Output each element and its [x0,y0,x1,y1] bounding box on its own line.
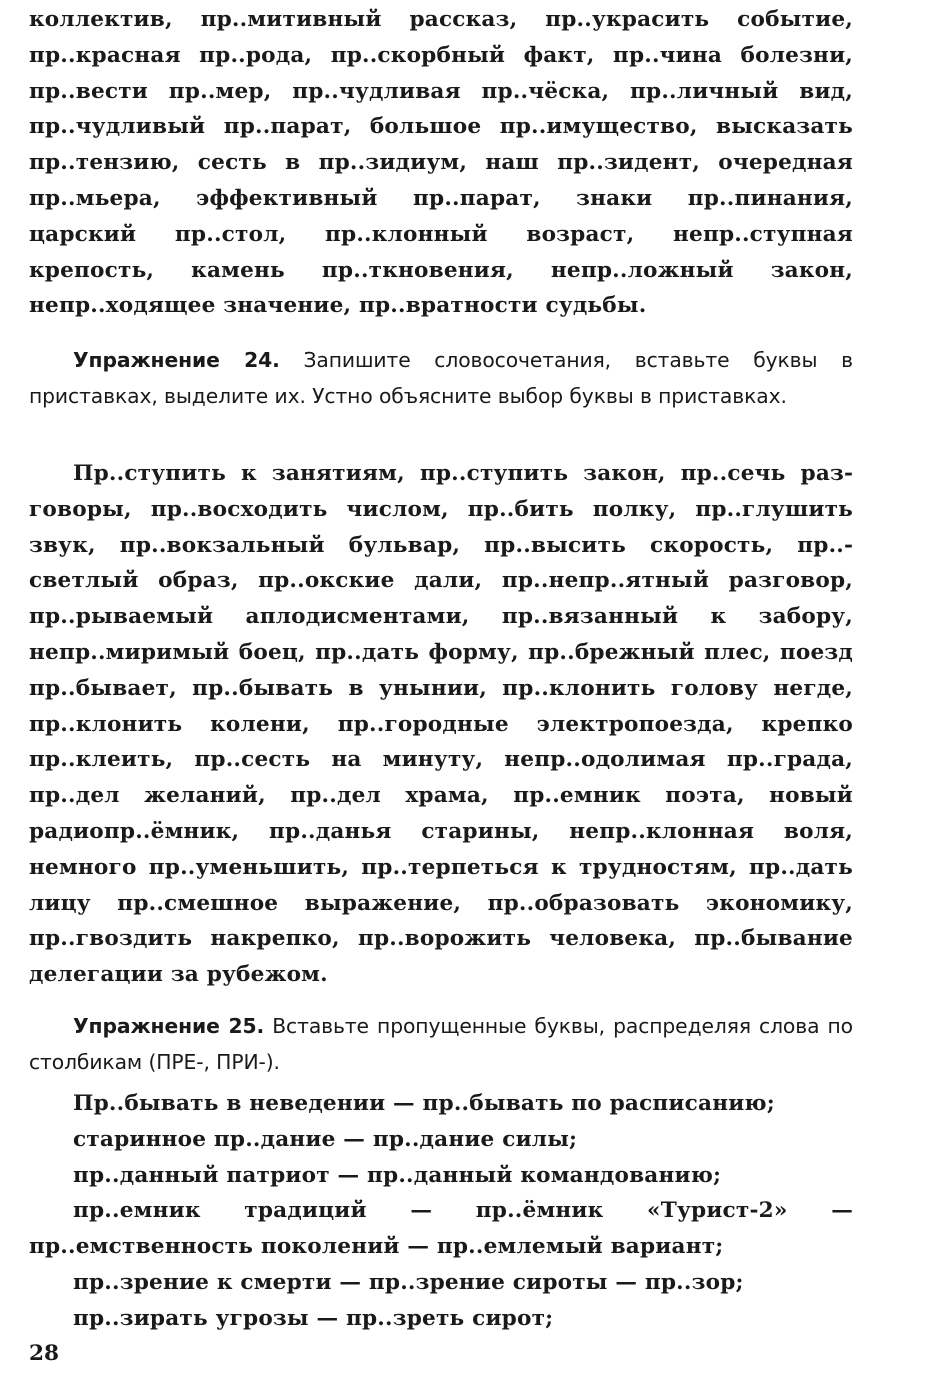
page-number: 28 [29,1341,60,1366]
exercise-24-body: Пр..ступить к занятиям, пр..ступить закон, пр..сечь разговоры, пр..восходить числом, пр..бить полку, пр..глушить звук, пр..вокзальный бульвар, пр..высить скорость, пр..светлый образ, пр..окские дали, пр..непр..ятный разговор, пр..рываемый аплодисментами, пр..вязанный к забору, непр..миримый боец, пр..дать форму, пр..брежный плес, поезд пр..бывает, пр..бывать в унынии, пр..клонить голову негде, пр..клонить колени, пр..городные электропоезда, крепко пр..клеить, пр..сесть на минуту, непр..одолимая пр..града, пр..дел желаний, пр..дел храма, пр..емник поэта, новый радиопр..ёмник, пр..данья старины, непр..клонная воля, немного пр..уменьшить, пр..терпеться к трудностям, пр..дать лицу пр..смешное выражение, пр..образовать экономику, пр..гвоздить накрепко, пр..ворожить человека, пр..бывание делегации за рубежом. [29,461,853,988]
exercise-25-heading [29,1009,853,1080]
exercise-24-heading [29,343,853,414]
exercise-24-instruction: Запишите словосочетания, вставьте буквы в приставках, выделите их. Устно объясните выбор буквы в приставках. [29,348,853,408]
exercise-25-instruction: Вставьте пропущенные буквы, распределяя слова по столбикам (ПРЕ-, ПРИ-). [29,1014,853,1074]
intro-word-list: коллектив, пр..митивный рассказ, пр..украсить событие, пр..красная пр..рода, пр..скорбный факт, пр..чина болезни, пр..вести пр..мер, пр..чудливая пр..чёска, пр..личный вид, пр..чудливый пр..парат, большое пр..имущество, высказать пр..тензию, сесть в пр..зидиум, наш пр..зидент, очередная пр..мьера, эффективный пр..парат, знаки пр..пинания, царский пр..стол, пр..клонный возраст, непр..ступная крепость, камень пр..ткновения, непр..ложный закон, непр..ходящее значение, пр..вратности судьбы. [29,7,853,319]
pair-line: пр..зрение к смерти — пр..зрение сироты — пр..зор; [73,1269,744,1295]
pair-line: пр..данный патриот — пр..данный командованию; [73,1162,722,1188]
pair-line: пр..емственность поколений — пр..емлемый вариант; [29,1234,724,1260]
exercise-25-number: Упражнение 25. [73,1014,265,1038]
pair-line: старинное пр..дание — пр..дание силы; [73,1126,578,1152]
pair-line: пр..емник традиций — пр..ёмник «Турист-2» — [73,1198,853,1224]
exercise-24-number: Упражнение 24. [73,348,280,372]
pair-line: Пр..бывать в неведении — пр..бывать по расписанию; [73,1091,775,1116]
exercise-25-pairs [29,1086,853,1337]
pair-line: пр..зирать угрозы — пр..зреть сирот; [73,1305,554,1331]
